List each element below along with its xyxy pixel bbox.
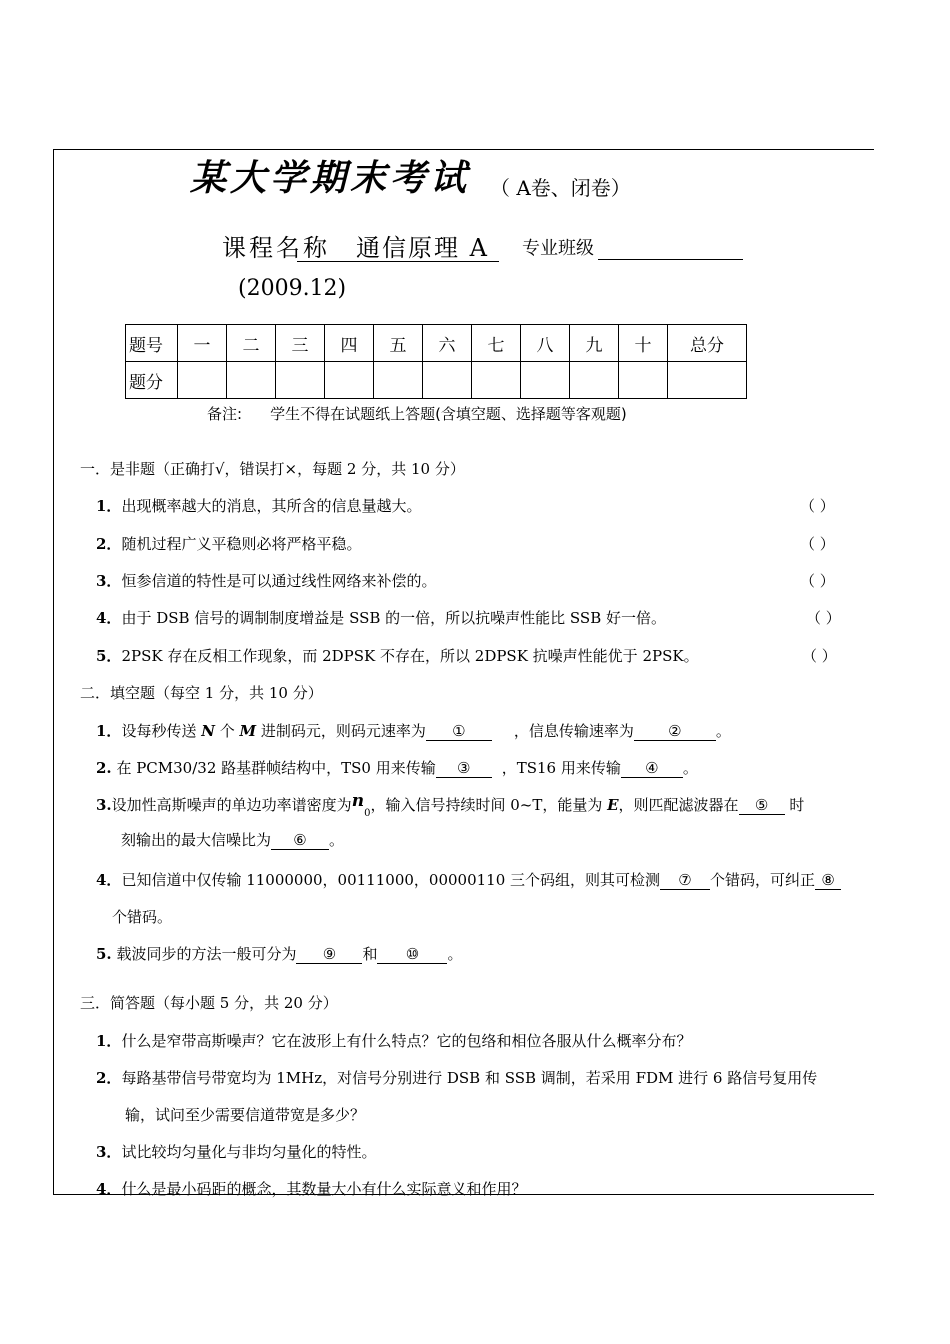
blank-1: ① — [426, 722, 492, 741]
s2-q1-text-c: 进制码元，则码元速率为 — [256, 722, 426, 740]
s3-q4-text: 什么是最小码距的概念，其数量大小有什么实际意义和作用？ — [121, 1180, 527, 1198]
exam-date: (2009.12) — [238, 276, 347, 301]
blank-3: ③ — [436, 759, 492, 778]
s2-q4-text-b: 个错码，可纠正 — [710, 871, 816, 889]
s1-q4 — [96, 607, 666, 628]
s1-q5-text: 2PSK 存在反相工作现象，而 2DPSK 不存在，所以 2DPSK 抗噪声性能优于 2PSK。 — [121, 647, 699, 665]
score-cell-total — [668, 362, 747, 399]
s1-q2-num: 2． — [96, 535, 122, 553]
s3-q2-text: 每路基带信号带宽均为 1MHz，对信号分别进行 DSB 和 SSB 调制，若采用 FDM 进行 6 路信号复用传 — [121, 1069, 818, 1087]
s3-q1-text: 什么是窄带高斯噪声？它在波形上有什么特点？它的包络和相位各服从什么概率分布？ — [121, 1032, 692, 1050]
s2-q3-text-c: ，则匹配滤波器在 — [618, 796, 739, 814]
col-8: 八 — [521, 325, 570, 362]
s3-q1-num: 1． — [96, 1032, 122, 1050]
section1-title: 一．是非题（正确打√，错误打×，每题 2 分，共 10 分） — [80, 460, 465, 478]
blank-8: ⑧ — [815, 871, 841, 890]
s2-q2-num: 2. — [96, 759, 112, 777]
score-cell — [325, 362, 374, 399]
s2-q3-text-d: 时 — [784, 796, 805, 814]
col-6: 六 — [423, 325, 472, 362]
score-cell — [619, 362, 668, 399]
s1-q2-answer-paren: （ ） — [800, 535, 835, 553]
s3-q2-num: 2． — [96, 1069, 122, 1087]
s1-q1-text: 出现概率越大的消息，其所含的信息量越大。 — [121, 497, 422, 515]
score-cell — [227, 362, 276, 399]
col-7: 七 — [472, 325, 521, 362]
score-cell — [178, 362, 227, 399]
score-cell — [276, 362, 325, 399]
s1-q5-answer-paren: （ ） — [802, 647, 837, 665]
score-cell — [374, 362, 423, 399]
course-underline — [297, 261, 499, 262]
s2-q1-num: 1． — [96, 722, 122, 740]
exam-subtitle: （ A卷、闭卷） — [490, 176, 631, 200]
s2-q3-text-b: ，输入信号持续时间 0~T，能量为 — [370, 796, 608, 814]
blank-4: ④ — [621, 759, 683, 778]
blank-2: ② — [634, 722, 716, 741]
s2-q2-text-c: 。 — [682, 759, 698, 777]
score-cell — [521, 362, 570, 399]
col-4: 四 — [325, 325, 374, 362]
s2-q1-var-n: N — [201, 722, 215, 740]
s1-q5 — [96, 645, 699, 666]
col-3: 三 — [276, 325, 325, 362]
s3-q3 — [96, 1141, 376, 1162]
s2-q2-text-b: ，TS16 用来传输 — [501, 759, 621, 777]
col-2: 二 — [227, 325, 276, 362]
s1-q1 — [96, 495, 421, 516]
blank-9: ⑨ — [296, 945, 362, 964]
row-label-number: 题号 — [126, 325, 178, 362]
s2-q4-line2: 个错码。 — [112, 908, 173, 926]
s1-q1-answer-paren: （ ） — [800, 497, 835, 515]
s2-q3-line2 — [121, 829, 344, 850]
s2-q5-text-b: 和 — [362, 945, 378, 963]
blank-5: ⑤ — [739, 796, 785, 815]
s2-q2 — [96, 757, 698, 778]
s1-q5-num: 5． — [96, 647, 122, 665]
score-cell — [423, 362, 472, 399]
s1-q1-num: 1． — [96, 497, 122, 515]
note-text: 学生不得在试题纸上答题(含填空题、选择题等客观题) — [270, 405, 627, 423]
s2-q3-var-n: n — [351, 791, 365, 811]
s2-q5 — [96, 943, 462, 964]
s2-q1-var-m: M — [239, 722, 257, 740]
col-10: 十 — [619, 325, 668, 362]
course-name: 通信原理 A — [356, 234, 489, 262]
blank-7: ⑦ — [660, 871, 710, 890]
s2-q1 — [96, 720, 731, 741]
s2-q1-text-a: 设每秒传送 — [121, 722, 202, 740]
s2-q1-text-d: ，信息传输速率为 — [513, 722, 634, 740]
s1-q3-num: 3． — [96, 572, 122, 590]
row-label-score: 题分 — [126, 362, 178, 399]
col-9: 九 — [570, 325, 619, 362]
course-label: 课程名称 — [222, 234, 330, 262]
s2-q4-text-a: 已知信道中仅传输 11000000，00111000，00000110 三个码组，则其可检测 — [121, 871, 661, 889]
s1-q4-num: 4． — [96, 609, 122, 627]
s2-q3-num: 3. — [96, 796, 112, 814]
col-5: 五 — [374, 325, 423, 362]
s2-q4-num: 4． — [96, 871, 122, 889]
score-cell — [472, 362, 521, 399]
note — [207, 403, 627, 424]
s2-q3 — [96, 791, 804, 819]
col-total: 总分 — [668, 325, 747, 362]
s3-q4-num: 4． — [96, 1180, 122, 1198]
s1-q2-text: 随机过程广义平稳则必将严格平稳。 — [121, 535, 362, 553]
score-table — [125, 324, 747, 399]
s2-q3-text-a: 设加性高斯噪声的单边功率谱密度为 — [111, 796, 352, 814]
score-table-row-number — [126, 325, 747, 362]
s1-q3-text: 恒参信道的特性是可以通过线性网络来补偿的。 — [121, 572, 437, 590]
blank-10: ⑩ — [377, 945, 447, 964]
s2-q5-text-c: 。 — [447, 945, 463, 963]
blank-6: ⑥ — [271, 831, 329, 850]
col-1: 一 — [178, 325, 227, 362]
s3-q3-num: 3． — [96, 1143, 122, 1161]
s1-q4-text: 由于 DSB 信号的调制制度增益是 SSB 的一倍，所以抗噪声性能比 SSB 好一倍。 — [121, 609, 666, 627]
s2-q3-subscript: 0 — [364, 808, 371, 819]
s1-q4-answer-paren: （ ） — [806, 609, 841, 627]
s2-q3-var-e: E — [607, 796, 619, 814]
exam-title: 某大学期末考试 — [190, 157, 471, 199]
s2-q1-text-e: 。 — [715, 722, 731, 740]
score-cell — [570, 362, 619, 399]
s2-q2-text-a: 在 PCM30/32 路基群帧结构中，TS0 用来传输 — [111, 759, 436, 777]
note-label: 备注: — [207, 405, 243, 423]
score-table-row-score — [126, 362, 747, 399]
section3-title: 三．简答题（每小题 5 分，共 20 分） — [80, 994, 338, 1012]
major-underline — [598, 259, 743, 260]
s3-q2 — [96, 1067, 817, 1088]
s2-q3-text-f: 。 — [329, 831, 345, 849]
s1-q2 — [96, 533, 361, 554]
s2-q3-text-e: 刻输出的最大信噪比为 — [121, 831, 272, 849]
s2-q4 — [96, 869, 841, 890]
s1-q3 — [96, 570, 436, 591]
s3-q3-text: 试比较均匀量化与非均匀量化的特性。 — [121, 1143, 377, 1161]
s3-q2-line2: 输，试问至少需要信道带宽是多少？ — [125, 1106, 366, 1124]
s3-q1 — [96, 1030, 691, 1051]
s3-q4 — [96, 1178, 526, 1199]
s2-q5-num: 5. — [96, 945, 112, 963]
major-label: 专业班级 — [522, 238, 594, 259]
s2-q5-text-a: 载波同步的方法一般可分为 — [111, 945, 297, 963]
s1-q3-answer-paren: （ ） — [800, 572, 835, 590]
s2-q1-text-b: 个 — [214, 722, 240, 740]
section2-title: 二．填空题（每空 1 分，共 10 分） — [80, 684, 323, 702]
